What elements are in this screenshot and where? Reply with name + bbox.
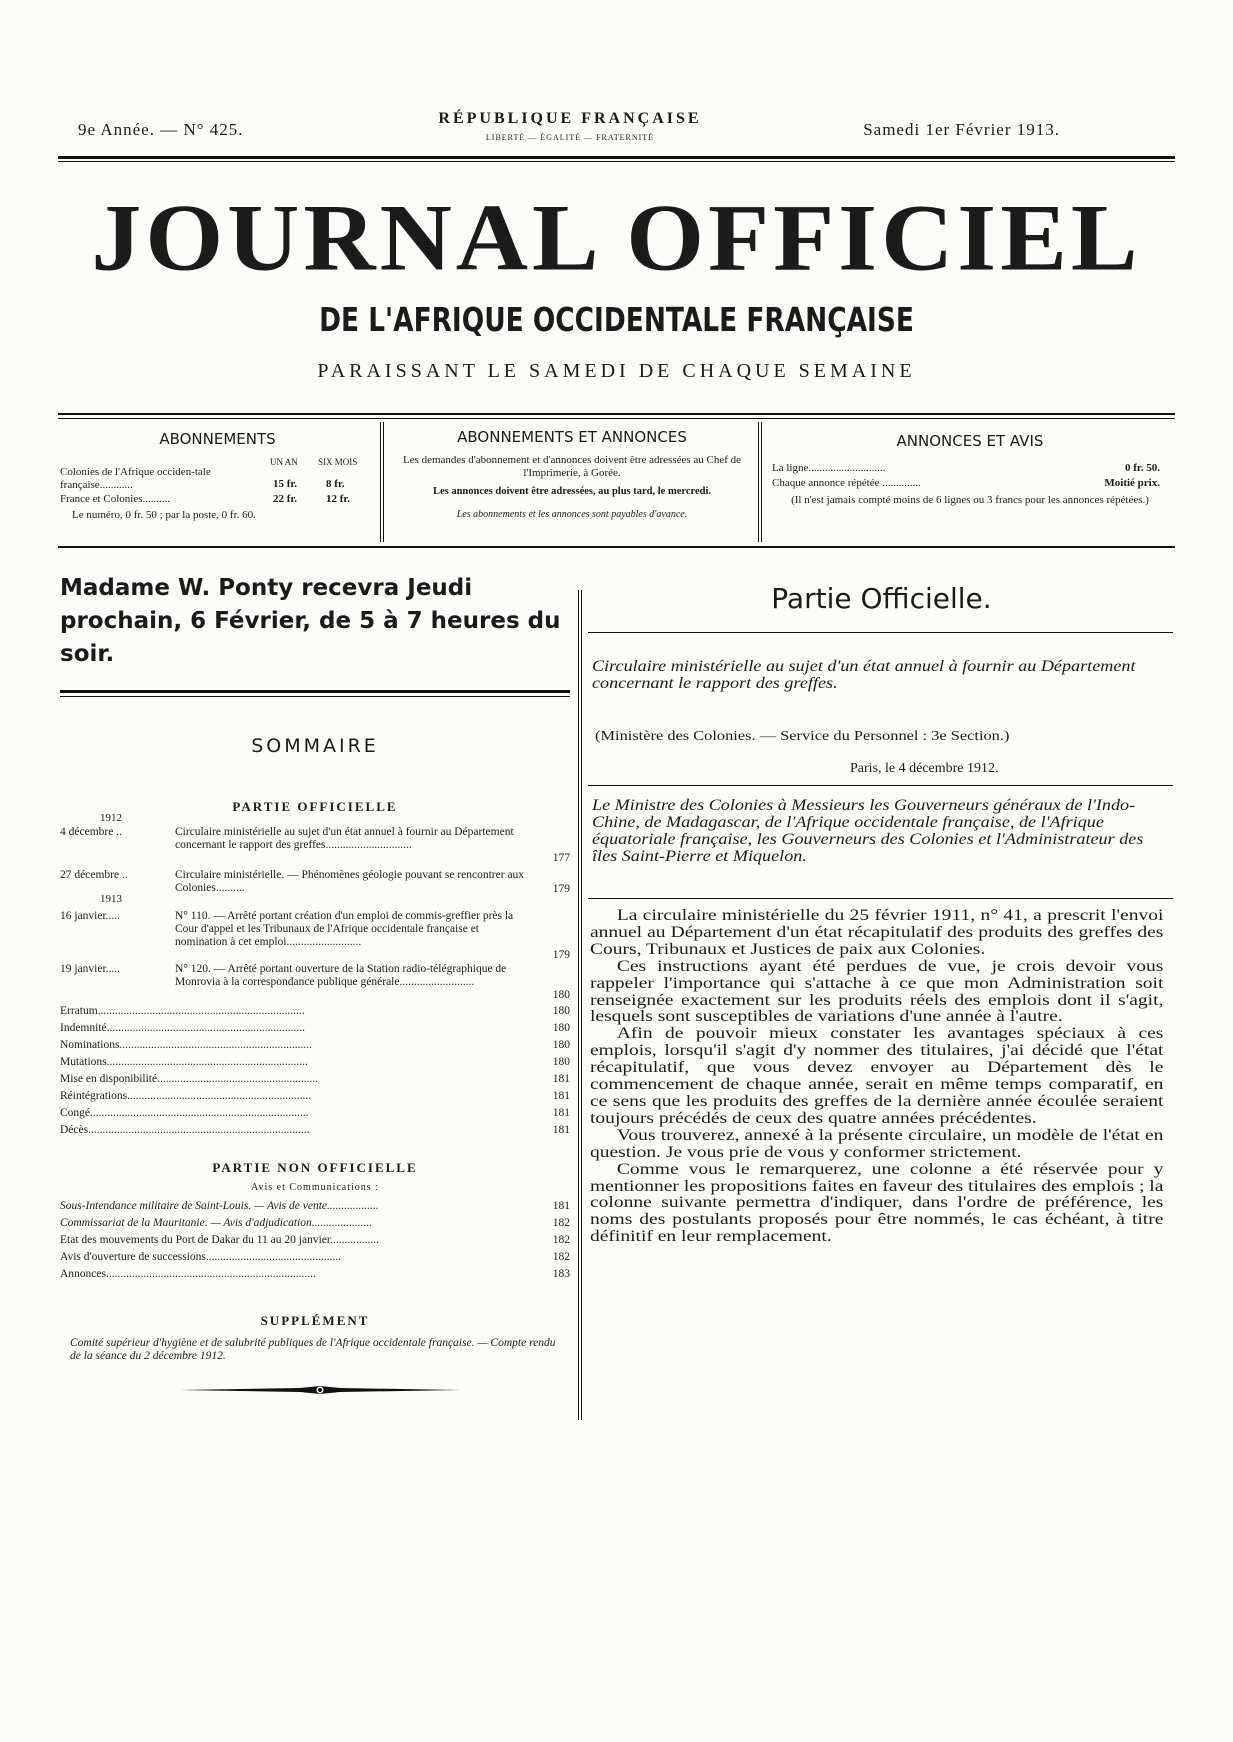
row-colonies-year: 15 fr. <box>273 478 298 490</box>
notice-rule-thin <box>60 696 570 697</box>
box-top-rule-thin <box>58 418 1175 419</box>
address-text: Le Ministre des Colonies à Messieurs les Gouverneurs généraux de l'Indo-Chine, de Madagascar, de l'Afrique occidentale française, de l'Afrique équatoriale française, les Gouverneurs des Colonies et l'Administrateur des îles Saint-Pierre et Miquelon. <box>592 797 1144 865</box>
journal-title: JOURNAL OFFICIEL <box>91 184 1142 291</box>
masthead-rule <box>58 156 1175 159</box>
toc-entry[interactable]: Indemnité..................................................................... 180 <box>60 1022 570 1034</box>
row-france-six: 12 fr. <box>326 493 351 505</box>
partie-officielle-head: PARTIE OFFICIELLE <box>232 799 398 814</box>
column-divider <box>578 590 579 1420</box>
republic-label: RÉPUBLIQUE FRANÇAISE <box>438 110 702 127</box>
numero-price: Le numéro, 0 fr. 50 ; par la poste, 0 fr. 60. <box>72 509 256 521</box>
circular-body <box>590 908 1163 1246</box>
supplement-text: Comité supérieur d'hygiène et de salubrité publiques de l'Afrique occidentale française. — Compte rendu de la séance du 2 décembre 1912. <box>70 1337 556 1362</box>
row-france-year: 22 fr. <box>273 493 298 505</box>
masthead-rule-thin <box>58 161 1175 162</box>
body-rule <box>588 898 1173 899</box>
ligne-value: 0 fr. 50. <box>1124 462 1160 474</box>
mercredi-text: Les annonces doivent être adressées, au plus tard, le mercredi. <box>432 486 712 497</box>
toc-entry[interactable]: Mutations...................................................................... 180 <box>60 1056 570 1068</box>
col-six-mois: SIX MOIS <box>318 457 358 467</box>
column-divider-b <box>581 590 582 1420</box>
row-colonies-label: Colonies de l'Afrique occiden-tale française............ <box>60 466 211 491</box>
abonnements-head: ABONNEMENTS <box>159 430 276 448</box>
toc-entry[interactable]: 4 décembre .. Circulaire ministérielle au sujet d'un état annuel à fournir au Département concernant le rapport des greffes.............................. 177 <box>60 826 570 864</box>
toc-entry[interactable]: Décès............................................................................. 181 <box>60 1124 570 1136</box>
issue-date: Samedi 1er Février 1913. <box>863 120 1060 139</box>
toc-entry[interactable]: Avis d'ouverture de successions............................................... 182 <box>60 1251 570 1263</box>
row-france-label: France et Colonies.......... <box>60 493 170 505</box>
ornament-divider <box>180 1385 460 1395</box>
toc-entry[interactable]: 27 décembre .. Circulaire ministérielle. — Phénomènes géologie pouvant se rencontrer aux Colonies.......... 179 <box>60 869 570 895</box>
box-divider-1 <box>380 422 381 542</box>
annonces-avis-box <box>770 432 1170 518</box>
repetee-value: Moitié prix. <box>1104 477 1160 489</box>
box-divider-1b <box>383 422 384 542</box>
sommaire-title: SOMMAIRE <box>251 735 379 757</box>
partie-rule <box>588 632 1173 633</box>
body-paragraph: Vous trouverez, annexé à la présente circulaire, un modèle de l'état en question. Je vous prie de vous y conformer strictement. <box>590 1126 1164 1161</box>
body-paragraph: La circulaire ministérielle du 25 février 1911, n° 41, a prescrit l'envoi annuel au Département d'un état récapitulatif des produits des greffes des Cours, Tribunaux et Justices de paix aux Colonies. <box>590 907 1164 958</box>
journal-tagline: PARAISSANT LE SAMEDI DE CHAQUE SEMAINE <box>317 360 916 382</box>
box-bottom-rule <box>58 546 1175 548</box>
partie-non-officielle-head: PARTIE NON OFFICIELLE <box>212 1160 418 1175</box>
ligne-label: La ligne............................ <box>772 462 886 474</box>
circular-title: Circulaire ministérielle au sujet d'un état annuel à fournir au Département concernant le rapport des greffes. <box>592 658 1136 692</box>
annonces-note: (Il n'est jamais compté moins de 6 lignes ou 3 francs pour les annonces répétées.) <box>791 494 1149 506</box>
annonces-avis-head: ANNONCES ET AVIS <box>896 432 1044 450</box>
col-un-an: UN AN <box>270 457 298 467</box>
notice-rule <box>60 690 570 693</box>
journal-subtitle: DE L'AFRIQUE OCCIDENTALE FRANÇAISE <box>319 300 914 339</box>
body-paragraph: Ces instructions ayant été perdues de vue, je crois devoir vous rappeler l'importance qui s'attache à ce que mon Administration soit renseignée exactement sur les produits réels des emplois dont il s'agit, lesquels sont susceptibles de variations d'une année à l'autre. <box>590 957 1164 1026</box>
box-divider-2 <box>758 422 759 542</box>
toc-entry[interactable]: Congé............................................................................ 181 <box>60 1107 570 1119</box>
toc-entry[interactable]: Sous-Intendance militaire de Saint-Louis. — Avis de vente.................. 181 <box>60 1200 570 1212</box>
toc-entry[interactable]: Erratum........................................................................ 180 <box>60 1005 570 1017</box>
payables-text: Les abonnements et les annonces sont payables d'avance. <box>456 509 688 520</box>
toc-entry[interactable]: Annonces......................................................................... 183 <box>60 1268 570 1280</box>
year-1913: 1913 <box>100 893 122 905</box>
box-top-rule <box>58 413 1175 415</box>
year-1912: 1912 <box>100 812 122 824</box>
demandes-text: Les demandes d'abonnement et d'annonces doivent être adressées au Chef de l'Imprimerie, à Gorée. <box>402 454 742 479</box>
abonnements-box <box>60 430 375 526</box>
toc-entry[interactable]: Nominations................................................................... 180 <box>60 1039 570 1051</box>
abonnements-annonces-head: ABONNEMENTS ET ANNONCES <box>457 428 687 446</box>
place-date: Paris, le 4 décembre 1912. <box>850 761 999 776</box>
avis-communications: Avis et Communications : <box>251 1182 379 1193</box>
box-divider-2b <box>761 422 762 542</box>
toc-entry[interactable]: 19 janvier..... N° 120. — Arrêté portant ouverture de la Station radio-télégraphique de Monrovia à la correspondance publique générale.......................... 180 <box>60 963 570 1001</box>
abonnements-annonces-box <box>392 428 752 521</box>
address-rule <box>588 785 1173 786</box>
row-colonies-six: 8 fr. <box>326 478 345 490</box>
toc-entry[interactable]: Commissariat de la Mauritanie. — Avis d'adjudication..................... 182 <box>60 1217 570 1229</box>
motto: LIBERTÉ — ÉGALITÉ — FRATERNITÉ <box>485 133 655 142</box>
toc-entry[interactable]: 16 janvier..... N° 110. — Arrêté portant création d'un emploi de commis-greffier près la Cour d'appel et les Tribunaux de l'Afrique occidentale française et nomination à cet emploi.......................... 179 <box>60 910 570 961</box>
supplement-head: SUPPLÉMENT <box>260 1313 370 1328</box>
toc-entry[interactable]: Etat des mouvements du Port de Dakar du 11 au 20 janvier................. 182 <box>60 1234 570 1246</box>
ministere-line: (Ministère des Colonies. — Service du Personnel : 3e Section.) <box>595 729 1010 744</box>
toc-entry[interactable]: Réintégrations................................................................ 181 <box>60 1090 570 1102</box>
repetee-label: Chaque annonce répétée .............. <box>772 477 921 489</box>
issue-number: 9e Année. — N° 425. <box>78 120 244 139</box>
ponty-notice: Madame W. Ponty recevra Jeudi prochain, 6 Février, de 5 à 7 heures du soir. <box>60 575 561 667</box>
toc-entry[interactable]: Mise en disponibilité........................................................ 181 <box>60 1073 570 1085</box>
body-paragraph: Comme vous le remarquerez, une colonne a été réservée pour y mentionner les propositions faites en faveur des titulaires des emplois ; la colonne suivante permettra d'indiquer, dans l'ordre de préférence, les noms des postulants proposés pour être nommés, le cas échéant, à titre définitif en leur remplacement. <box>590 1160 1164 1246</box>
partie-officielle-title: Partie Officielle. <box>771 582 992 615</box>
body-paragraph: Afin de pouvoir mieux constater les avantages spéciaux à ces emplois, lorsqu'il s'agit d'y nommer des titulaires, j'ai décidé que l'état récapitulatif, que vous devez envoyer au Département dès le commencement de chaque année, serait en même temps comparatif, en ce sens que les produits des greffes de la dernière année écoulée seraient toujours précédés de ceux des quatre années précédentes. <box>590 1025 1164 1127</box>
